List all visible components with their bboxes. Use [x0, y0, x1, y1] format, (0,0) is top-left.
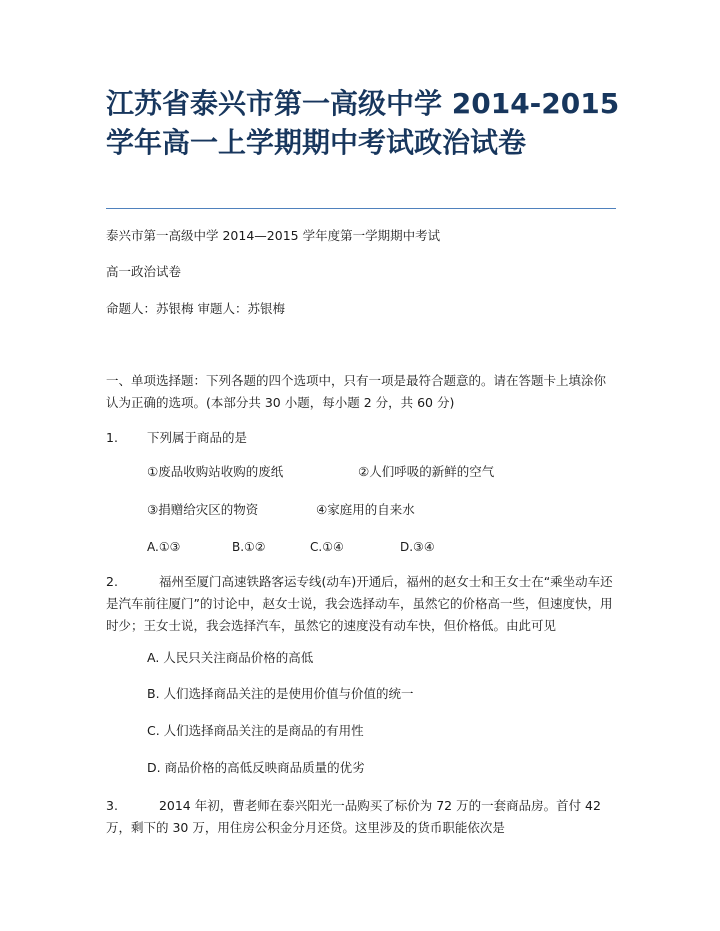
document-title: 江苏省泰兴市第一高级中学 2014-2015 学年高一上学期期中考试政治试卷 — [106, 87, 620, 159]
exam-subtitle: 泰兴市第一高级中学 2014—2015 学年度第一学期期中考试 — [106, 228, 441, 243]
title-divider — [106, 208, 616, 209]
answer-choice: A.①③ — [147, 540, 181, 554]
answer-choice: B.①② — [232, 540, 266, 554]
answer-choice: C.①④ — [310, 540, 344, 554]
section-heading: 一、单项选择题：下列各题的四个选项中，只有一项是最符合题意的。请在答题卡上填涂你 认为正确的选项。(本部分共 30 小题，每小题 2 分，共 60 分) — [106, 373, 607, 410]
authors-line: 命题人：苏银梅 审题人：苏银梅 — [106, 301, 285, 316]
question-block — [106, 571, 616, 637]
statement-item: ③捐赠给灾区的物资 — [147, 502, 259, 517]
statement-item: ④家庭用的自来水 — [316, 502, 415, 517]
question-number: 1. — [106, 430, 118, 445]
answer-option: C. 人们选择商品关注的是商品的有用性 — [147, 723, 364, 738]
subject-line: 高一政治试卷 — [106, 264, 182, 279]
statement-item: ①废品收购站收购的废纸 — [147, 464, 284, 479]
answer-choice: D.③④ — [400, 540, 435, 554]
answer-option: A. 人民只关注商品价格的高低 — [147, 650, 314, 665]
question-number: 3. — [106, 798, 118, 813]
answer-option: B. 人们选择商品关注的是使用价值与价值的统一 — [147, 686, 414, 701]
question-stem: 下列属于商品的是 — [147, 430, 248, 445]
question-block — [106, 795, 616, 839]
question-stem: 2014 年初，曹老师在泰兴阳光一品购买了标价为 72 万的一套商品房。首付 42 万，剩下的 30 万，用住房公积金分月还贷。这里涉及的货币职能依次是 — [106, 798, 601, 835]
answer-option: D. 商品价格的高低反映商品质量的优劣 — [147, 760, 365, 775]
question-stem: 福州至厦门高速铁路客运专线(动车)开通后，福州的赵女士和王女士在“乘坐动车还是汽车前往厦门”的讨论中，赵女士说，我会选择动车，虽然它的价格高一些，但速度快，用时少；王女士说，我会选择汽车，虽然它的速度没有动车快，但价格低。由此可见 — [106, 574, 613, 633]
question-number: 2. — [106, 574, 118, 589]
statement-item: ②人们呼吸的新鲜的空气 — [358, 464, 495, 479]
